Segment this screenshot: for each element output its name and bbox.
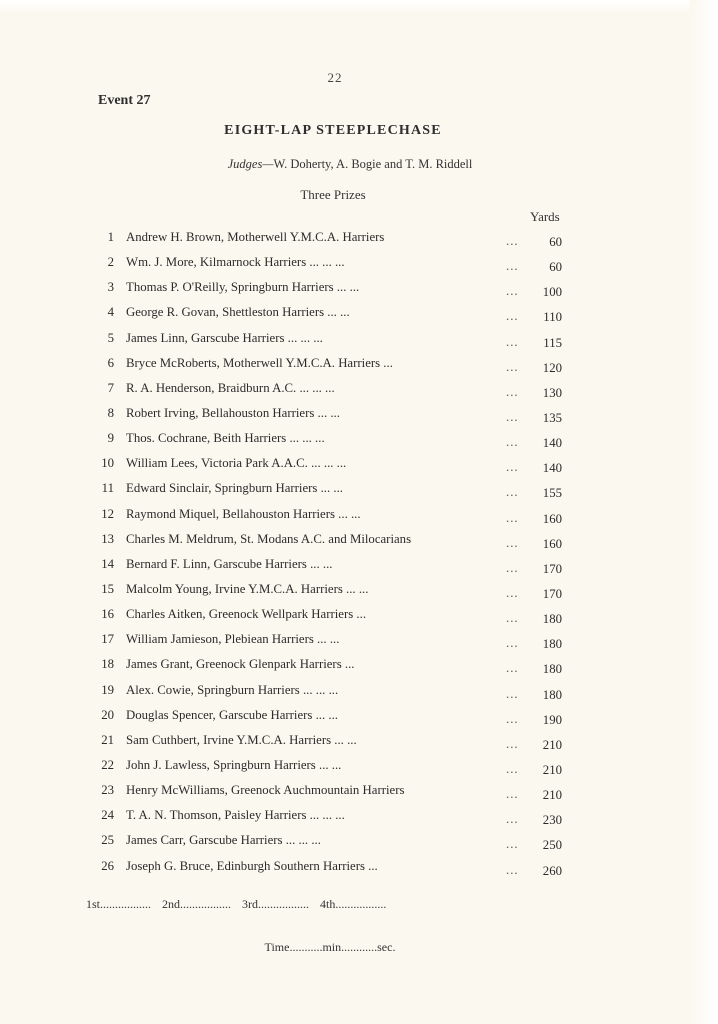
entry-number: 20	[101, 707, 114, 722]
entry-yards: 110	[543, 310, 562, 325]
entry-name: James Grant, Greenock Glenpark Harriers ...	[126, 657, 355, 672]
entry-name: Malcolm Young, Irvine Y.M.C.A. Harriers ... ...	[126, 581, 369, 596]
event-title: EIGHT-LAP STEEPLECHASE	[224, 123, 442, 138]
entries-list	[96, 228, 576, 882]
entry-number: 8	[107, 405, 114, 420]
entry-yards: 140	[542, 461, 562, 476]
entry-row	[96, 857, 576, 882]
entry-yards: 180	[542, 637, 562, 652]
entry-number: 1	[107, 230, 114, 244]
entry-row	[96, 555, 576, 580]
entry-leader: ...	[506, 409, 519, 424]
entry-row	[96, 228, 576, 253]
entry-leader: ...	[506, 736, 519, 751]
entry-leader: ...	[506, 234, 519, 248]
entry-number: 12	[101, 506, 114, 521]
entry-name: William Lees, Victoria Park A.A.C. ... ... ...	[126, 456, 347, 471]
entry-row	[96, 278, 576, 303]
entry-name: Robert Irving, Bellahouston Harriers ... ...	[126, 405, 340, 420]
entry-leader: ...	[506, 309, 519, 324]
judges-names: W. Doherty, A. Bogie and T. M. Riddell	[273, 157, 473, 171]
entry-row	[96, 655, 576, 680]
entry-leader: ...	[506, 560, 519, 575]
entry-yards: 135	[542, 410, 562, 425]
entry-yards: 160	[542, 511, 562, 526]
entry-name: Douglas Spencer, Garscube Harriers ... ...	[126, 707, 338, 722]
entry-row	[96, 479, 576, 504]
entry-name: Thomas P. O'Reilly, Springburn Harriers ... ...	[126, 280, 360, 295]
time-line: Time...........min............sec.	[264, 940, 396, 954]
placing-second: 2nd.................	[162, 897, 232, 911]
entry-row	[96, 756, 576, 781]
prizes-line: Three Prizes	[300, 187, 366, 202]
entry-row	[96, 781, 576, 806]
entry-number: 13	[101, 531, 114, 546]
entry-yards: 260	[542, 863, 562, 878]
entry-yards: 170	[542, 586, 562, 601]
entry-row	[96, 681, 576, 706]
entry-number: 19	[101, 682, 114, 697]
entry-number: 16	[101, 607, 114, 622]
entry-leader: ...	[506, 686, 519, 701]
entry-yards: 100	[542, 285, 562, 300]
entry-leader: ...	[506, 485, 519, 500]
entry-yards: 115	[543, 335, 562, 350]
entry-yards: 190	[542, 712, 562, 727]
judges-line	[0, 157, 700, 172]
entry-number: 9	[107, 431, 114, 446]
entry-row	[96, 731, 576, 756]
entry-leader: ...	[506, 636, 519, 651]
yards-column-header: Yards	[530, 209, 560, 224]
entry-name: George R. Govan, Shettleston Harriers ... ...	[126, 305, 350, 320]
entry-leader: ...	[506, 460, 519, 475]
entry-row	[96, 454, 576, 479]
entry-number: 22	[101, 757, 114, 772]
entry-name: Andrew H. Brown, Motherwell Y.M.C.A. Harriers	[126, 230, 385, 244]
entry-number: 18	[101, 657, 114, 672]
placings-line	[86, 897, 576, 912]
entry-yards: 230	[542, 813, 562, 828]
entry-row	[96, 329, 576, 354]
entry-row	[96, 505, 576, 530]
event-label: Event 27	[98, 93, 151, 108]
entry-name: Wm. J. More, Kilmarnock Harriers ... ... ...	[126, 255, 345, 270]
entry-name: Raymond Miquel, Bellahouston Harriers ... ...	[126, 506, 361, 521]
entry-number: 17	[101, 632, 114, 647]
page-number: 22	[327, 70, 343, 85]
entry-row	[96, 831, 576, 856]
entry-row	[96, 404, 576, 429]
entry-row	[96, 706, 576, 731]
entry-name: T. A. N. Thomson, Paisley Harriers ... ... ...	[126, 808, 345, 823]
entry-number: 15	[101, 581, 114, 596]
entry-row	[96, 354, 576, 379]
entry-yards: 210	[542, 762, 562, 777]
entry-name: John J. Lawless, Springburn Harriers ... ...	[126, 757, 342, 772]
placing-fourth: 4th.................	[320, 897, 387, 911]
placing-first: 1st.................	[86, 897, 152, 911]
paper-edge-right	[690, 0, 718, 1024]
entry-yards: 60	[549, 260, 562, 275]
entry-leader: ...	[506, 611, 519, 626]
entry-leader: ...	[506, 435, 519, 450]
entry-leader: ...	[506, 761, 519, 776]
entry-yards: 130	[542, 385, 562, 400]
entry-name: Thos. Cochrane, Beith Harriers ... ... ...	[126, 431, 325, 446]
entry-number: 7	[107, 380, 114, 395]
entry-number: 23	[101, 783, 114, 798]
placing-third: 3rd.................	[242, 897, 310, 911]
entry-name: R. A. Henderson, Braidburn A.C. ... ... ...	[126, 380, 335, 395]
entry-leader: ...	[506, 284, 519, 299]
entry-row	[96, 379, 576, 404]
entry-leader: ...	[506, 359, 519, 374]
entry-leader: ...	[506, 862, 519, 877]
entry-number: 26	[101, 858, 114, 873]
entry-number: 24	[101, 808, 114, 823]
entry-number: 11	[101, 481, 114, 496]
judges-prefix: Judges—	[227, 157, 274, 171]
entry-name: Bernard F. Linn, Garscube Harriers ... ...	[126, 556, 333, 571]
paper-edge-top	[0, 0, 718, 14]
entry-name: Henry McWilliams, Greenock Auchmountain Harriers	[126, 783, 405, 798]
entry-number: 4	[107, 305, 114, 320]
entry-leader: ...	[506, 510, 519, 525]
entry-name: William Jamieson, Plebiean Harriers ... ...	[126, 632, 340, 647]
entry-row	[96, 303, 576, 328]
entry-number: 21	[101, 732, 114, 747]
entry-leader: ...	[506, 661, 519, 676]
entry-number: 2	[107, 255, 114, 270]
entry-leader: ...	[506, 711, 519, 726]
entry-leader: ...	[506, 535, 519, 550]
entry-number: 6	[107, 355, 114, 370]
entry-leader: ...	[506, 259, 519, 274]
entry-name: Edward Sinclair, Springburn Harriers ... ...	[126, 481, 343, 496]
entry-row	[96, 429, 576, 454]
entry-row	[96, 530, 576, 555]
entry-yards: 170	[542, 561, 562, 576]
entry-leader: ...	[506, 812, 519, 827]
entry-leader: ...	[506, 384, 519, 399]
entry-name: Charles Aitken, Greenock Wellpark Harriers ...	[126, 607, 367, 622]
entry-yards: 155	[542, 486, 562, 501]
entry-yards: 140	[542, 436, 562, 451]
entry-yards: 250	[542, 838, 562, 853]
entry-yards: 180	[542, 612, 562, 627]
entry-row	[96, 806, 576, 831]
entry-name: Charles M. Meldrum, St. Modans A.C. and Milocarians	[126, 531, 412, 546]
entry-number: 25	[101, 833, 114, 848]
entry-leader: ...	[506, 334, 519, 349]
entry-yards: 180	[542, 687, 562, 702]
entry-name: Sam Cuthbert, Irvine Y.M.C.A. Harriers ... ...	[126, 732, 357, 747]
entry-name: Bryce McRoberts, Motherwell Y.M.C.A. Harriers ...	[126, 355, 393, 370]
entry-name: Joseph G. Bruce, Edinburgh Southern Harriers ...	[126, 858, 378, 873]
entry-name: Alex. Cowie, Springburn Harriers ... ... ...	[126, 682, 339, 697]
entry-yards: 120	[542, 360, 562, 375]
entry-yards: 210	[542, 737, 562, 752]
entry-yards: 180	[542, 662, 562, 677]
entry-leader: ...	[506, 585, 519, 600]
entry-number: 5	[107, 330, 114, 345]
entry-number: 10	[101, 456, 114, 471]
entry-row	[96, 630, 576, 655]
entry-name: James Linn, Garscube Harriers ... ... ...	[126, 330, 323, 345]
entry-leader: ...	[506, 837, 519, 852]
entry-yards: 160	[542, 536, 562, 551]
entry-yards: 210	[542, 788, 562, 803]
entry-yards: 60	[549, 235, 562, 249]
entry-row	[96, 605, 576, 630]
entry-row	[96, 580, 576, 605]
entry-number: 3	[107, 280, 114, 295]
entry-name: James Carr, Garscube Harriers ... ... ...	[126, 833, 321, 848]
entry-leader: ...	[506, 787, 519, 802]
entry-row	[96, 253, 576, 278]
entry-number: 14	[101, 556, 114, 571]
